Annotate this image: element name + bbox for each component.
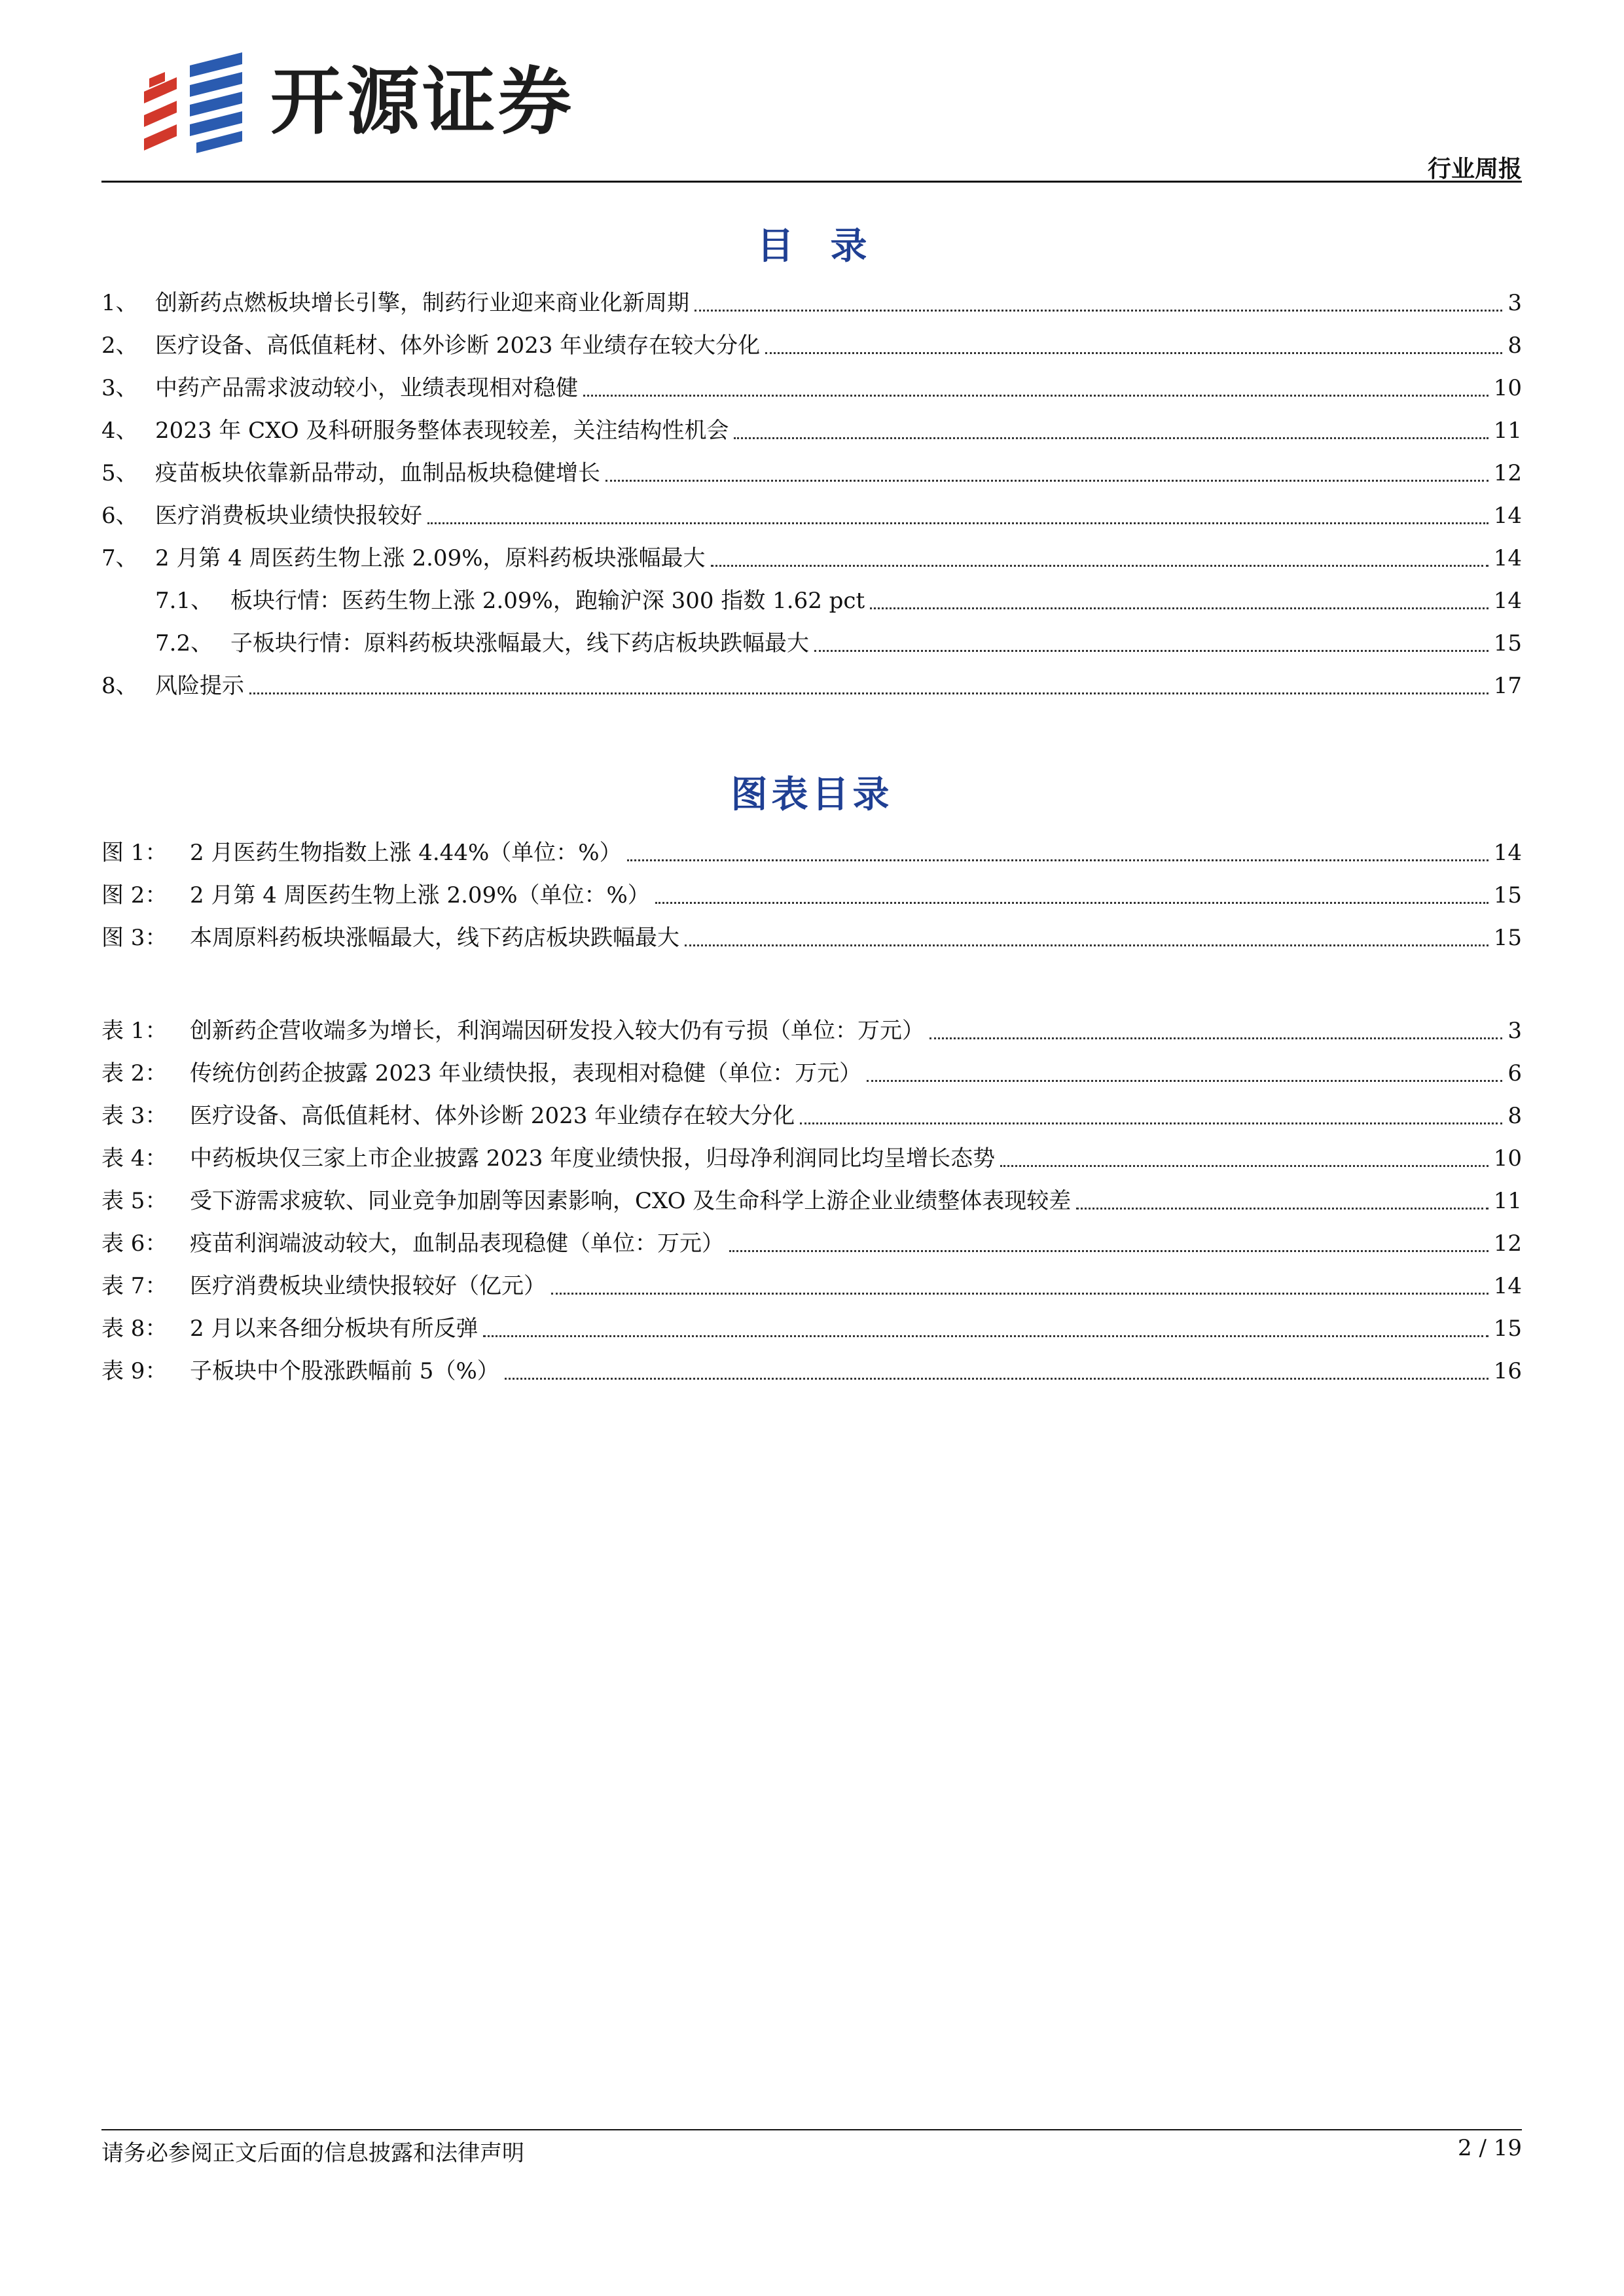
table-entry-page: 11	[1493, 1188, 1522, 1214]
table-entry-number: 表 6：	[101, 1230, 168, 1257]
dot-leader	[551, 1293, 1489, 1295]
figure-entry-page: 14	[1493, 840, 1522, 866]
table-entry-number: 表 1：	[101, 1018, 168, 1044]
dot-leader	[867, 1080, 1502, 1082]
table-entry[interactable]	[101, 1142, 1522, 1175]
table-entry[interactable]	[101, 1270, 1522, 1302]
table-entry-page: 8	[1507, 1103, 1522, 1129]
dot-leader	[427, 522, 1489, 524]
document-type: 行业周报	[1427, 156, 1522, 183]
brand-name: 开源证券	[270, 60, 574, 145]
table-entry[interactable]	[101, 1100, 1522, 1132]
toc-entry-title: 中药产品需求波动较小，业绩表现相对稳健	[155, 375, 578, 401]
toc-entry-number: 7、	[101, 545, 138, 571]
dot-leader	[505, 1378, 1489, 1380]
dot-leader	[695, 310, 1502, 312]
toc-entry-title: 疫苗板块依靠新品带动，血制品板块稳健增长	[155, 460, 600, 486]
dot-leader	[483, 1335, 1488, 1337]
table-entry[interactable]	[101, 1185, 1522, 1217]
toc-entry-title: 医疗设备、高低值耗材、体外诊断 2023 年业绩存在较大分化	[155, 332, 761, 359]
table-entry-title: 医疗消费板块业绩快报较好（亿元）	[190, 1273, 546, 1299]
toc-entry-number: 7.1、	[155, 588, 213, 614]
table-entry-number: 表 7：	[101, 1273, 168, 1299]
toc-entry-number: 7.2、	[155, 630, 213, 656]
table-entry[interactable]	[101, 1014, 1522, 1047]
figure-entry-page: 15	[1493, 882, 1522, 908]
table-entry-title: 中药板块仅三家上市企业披露 2023 年度业绩快报，归母净利润同比均呈增长态势	[190, 1145, 996, 1172]
table-entry-title: 传统仿创药企披露 2023 年业绩快报，表现相对稳健（单位：万元）	[190, 1060, 862, 1086]
table-entry-number: 表 9：	[101, 1358, 168, 1384]
toc-entry[interactable]	[101, 414, 1522, 447]
toc-entry-number: 5、	[101, 460, 138, 486]
table-entry-page: 6	[1507, 1060, 1522, 1086]
toc-entry-title: 子板块行情：原料药板块涨幅最大，线下药店板块跌幅最大	[230, 630, 809, 656]
toc-entry[interactable]	[101, 499, 1522, 532]
table-entry-title: 医疗设备、高低值耗材、体外诊断 2023 年业绩存在较大分化	[190, 1103, 795, 1129]
table-entry-page: 15	[1493, 1316, 1522, 1342]
table-entry-number: 表 4：	[101, 1145, 168, 1172]
figure-entry-page: 15	[1493, 925, 1522, 951]
dot-leader	[765, 352, 1502, 354]
dot-leader	[627, 859, 1489, 861]
figure-entry[interactable]	[101, 836, 1522, 869]
toc-entry[interactable]	[101, 287, 1522, 319]
toc-entry-title: 2023 年 CXO 及科研服务整体表现较差，关注结构性机会	[155, 418, 729, 444]
toc-entry-number: 8、	[101, 673, 138, 699]
figures-list-title: 图表目录	[731, 774, 893, 816]
figure-entry[interactable]	[101, 879, 1522, 912]
dot-leader	[605, 480, 1489, 482]
table-entry[interactable]	[101, 1227, 1522, 1260]
dot-leader	[711, 565, 1489, 567]
toc-entry[interactable]	[101, 584, 1522, 617]
dot-leader	[685, 944, 1489, 946]
company-logo-icon	[137, 52, 249, 157]
page-number: 2 / 19	[1458, 2135, 1522, 2161]
toc-entry[interactable]	[101, 627, 1522, 660]
table-entry-number: 表 5：	[101, 1188, 168, 1214]
dot-leader	[734, 437, 1488, 439]
dot-leader	[800, 1122, 1502, 1124]
dot-leader	[929, 1037, 1502, 1039]
figure-entry-title: 本周原料药板块涨幅最大，线下药店板块跌幅最大	[190, 925, 679, 951]
table-entry[interactable]	[101, 1355, 1522, 1388]
toc-title: 目录	[757, 225, 904, 268]
toc-entry-number: 3、	[101, 375, 138, 401]
toc-entry-page: 14	[1493, 588, 1522, 614]
toc-entry-page: 14	[1493, 503, 1522, 529]
table-entry-title: 2 月以来各细分板块有所反弹	[190, 1316, 478, 1342]
dot-leader	[655, 902, 1489, 904]
dot-leader	[249, 692, 1489, 694]
toc-entry-page: 3	[1507, 290, 1522, 316]
table-entry-page: 12	[1493, 1230, 1522, 1257]
footer-disclaimer: 请务必参阅正文后面的信息披露和法律声明	[101, 2140, 524, 2166]
table-entry-number: 表 8：	[101, 1316, 168, 1342]
toc-entry[interactable]	[101, 542, 1522, 575]
table-entry-title: 创新药企营收端多为增长，利润端因研发投入较大仍有亏损（单位：万元）	[190, 1018, 924, 1044]
toc-entry-page: 8	[1507, 332, 1522, 359]
dot-leader	[1076, 1208, 1488, 1210]
toc-entry-title: 2 月第 4 周医药生物上涨 2.09%，原料药板块涨幅最大	[155, 545, 706, 571]
toc-entry-page: 17	[1493, 673, 1522, 699]
table-entry-page: 16	[1493, 1358, 1522, 1384]
toc-entry-number: 6、	[101, 503, 138, 529]
dot-leader	[814, 650, 1489, 652]
toc-entry[interactable]	[101, 372, 1522, 404]
page-header	[101, 46, 1522, 183]
figure-entry-title: 2 月第 4 周医药生物上涨 2.09%（单位：%）	[190, 882, 650, 908]
figure-entry-number: 图 1：	[101, 840, 168, 866]
footer-divider	[101, 2129, 1522, 2130]
table-entry[interactable]	[101, 1057, 1522, 1090]
table-entry[interactable]	[101, 1312, 1522, 1345]
toc-entry-page: 15	[1493, 630, 1522, 656]
table-entry-number: 表 2：	[101, 1060, 168, 1086]
toc-entry[interactable]	[101, 670, 1522, 702]
toc-entry-page: 14	[1493, 545, 1522, 571]
table-entry-page: 10	[1493, 1145, 1522, 1172]
toc-entry-page: 11	[1493, 418, 1522, 444]
table-entry-title: 受下游需求疲软、同业竞争加剧等因素影响，CXO 及生命科学上游企业业绩整体表现较差	[190, 1188, 1072, 1214]
dot-leader	[583, 395, 1489, 397]
figure-entry-number: 图 3：	[101, 925, 168, 951]
figure-entry-title: 2 月医药生物指数上涨 4.44%（单位：%）	[190, 840, 622, 866]
dot-leader	[1000, 1165, 1489, 1167]
table-entry-page: 3	[1507, 1018, 1522, 1044]
toc-entry-number: 4、	[101, 418, 138, 444]
toc-entry-title: 医疗消费板块业绩快报较好	[155, 503, 422, 529]
header-divider	[101, 181, 1522, 183]
dot-leader	[729, 1250, 1489, 1252]
table-entry-page: 14	[1493, 1273, 1522, 1299]
toc-entry-number: 1、	[101, 290, 138, 316]
toc-entry-page: 12	[1493, 460, 1522, 486]
table-entry-title: 疫苗利润端波动较大，血制品表现稳健（单位：万元）	[190, 1230, 724, 1257]
toc-entry-title: 板块行情：医药生物上涨 2.09%，跑输沪深 300 指数 1.62 pct	[230, 588, 865, 614]
toc-entry-title: 风险提示	[155, 673, 244, 699]
toc-entry-page: 10	[1493, 375, 1522, 401]
toc-entry-title: 创新药点燃板块增长引擎，制药行业迎来商业化新周期	[155, 290, 689, 316]
figure-entry[interactable]	[101, 922, 1522, 954]
toc-entry[interactable]	[101, 329, 1522, 362]
dot-leader	[870, 607, 1489, 609]
figure-entry-number: 图 2：	[101, 882, 168, 908]
table-entry-number: 表 3：	[101, 1103, 168, 1129]
table-entry-title: 子板块中个股涨跌幅前 5（%）	[190, 1358, 499, 1384]
toc-entry[interactable]	[101, 457, 1522, 490]
toc-entry-number: 2、	[101, 332, 138, 359]
